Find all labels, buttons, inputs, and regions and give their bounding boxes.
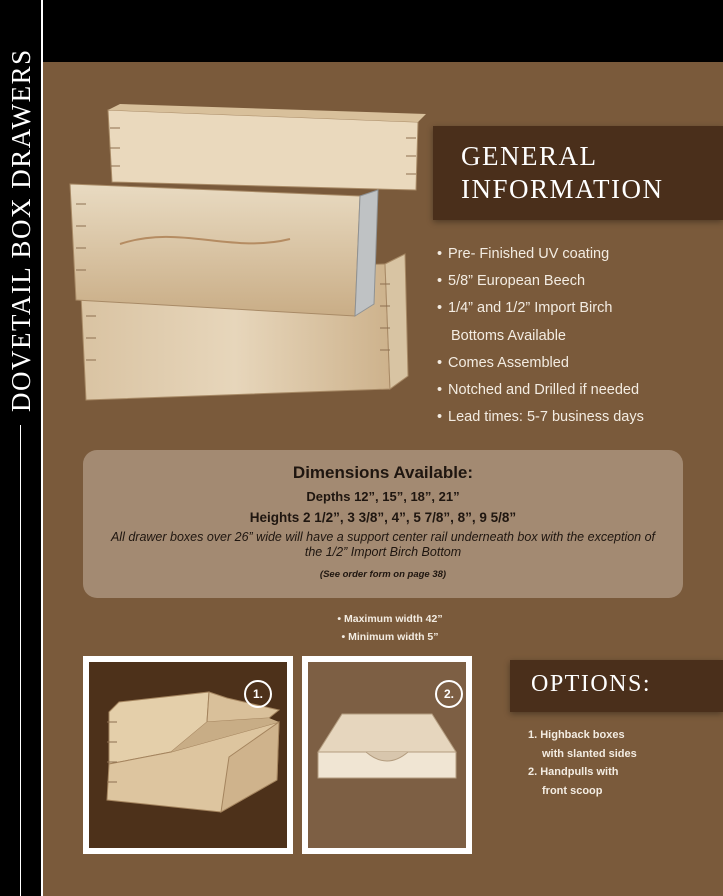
stacked-drawer-boxes-image xyxy=(60,104,430,414)
sidebar-divider-line xyxy=(20,425,21,896)
sidebar-title: DOVETAIL BOX DRAWERS xyxy=(6,48,36,412)
min-width-text: • Minimum width 5” xyxy=(341,631,439,643)
dimensions-title: Dimensions Available: xyxy=(292,463,474,482)
feature-item: • Lead times: 5-7 business days xyxy=(437,409,644,426)
option-item-continuation: with slanted sides xyxy=(542,747,637,760)
option-1-badge: 1. xyxy=(244,680,272,708)
general-information-title: GENERAL INFORMATION xyxy=(461,141,664,204)
options-banner xyxy=(510,660,723,712)
options-list xyxy=(528,726,718,800)
feature-item: • 5/8” European Beech xyxy=(437,273,586,290)
feature-list xyxy=(437,241,717,431)
heights-text: Heights 2 1/2”, 3 3/8”, 4”, 5 7/8”, 8”, 9 5/8” xyxy=(249,510,517,525)
option-2-badge: 2. xyxy=(435,680,463,708)
feature-item: • 1/4” and 1/2” Import Birch xyxy=(437,300,613,317)
feature-item: • Comes Assembled xyxy=(437,354,569,371)
feature-item: • Pre- Finished UV coating xyxy=(437,246,610,262)
highback-box-photo xyxy=(83,656,293,854)
order-form-reference: (See order form on page 38) xyxy=(319,569,447,580)
max-width-text: • Maximum width 42” xyxy=(337,613,443,625)
dimensions-panel xyxy=(83,450,683,598)
depths-text: Depths 12”, 15”, 18”, 21” xyxy=(306,489,460,504)
width-limits xyxy=(300,610,480,646)
feature-item-continuation: Bottoms Available xyxy=(451,327,566,344)
options-title: OPTIONS: xyxy=(531,671,652,697)
feature-item: • Notched and Drilled if needed xyxy=(437,382,640,399)
sidebar xyxy=(0,0,42,896)
handpull-box-photo xyxy=(302,656,472,854)
sidebar-edge xyxy=(41,0,43,896)
top-bar xyxy=(43,0,723,62)
option-item: 2. Handpulls with xyxy=(528,766,619,778)
option-item-continuation: front scoop xyxy=(542,784,603,797)
general-information-banner xyxy=(433,126,723,220)
option-item: 1. Highback boxes xyxy=(528,729,625,741)
support-rail-note: All drawer boxes over 26” wide will have a support center rail underneath box with the exception of the 1/2” Import Birch Bottom xyxy=(110,530,656,559)
